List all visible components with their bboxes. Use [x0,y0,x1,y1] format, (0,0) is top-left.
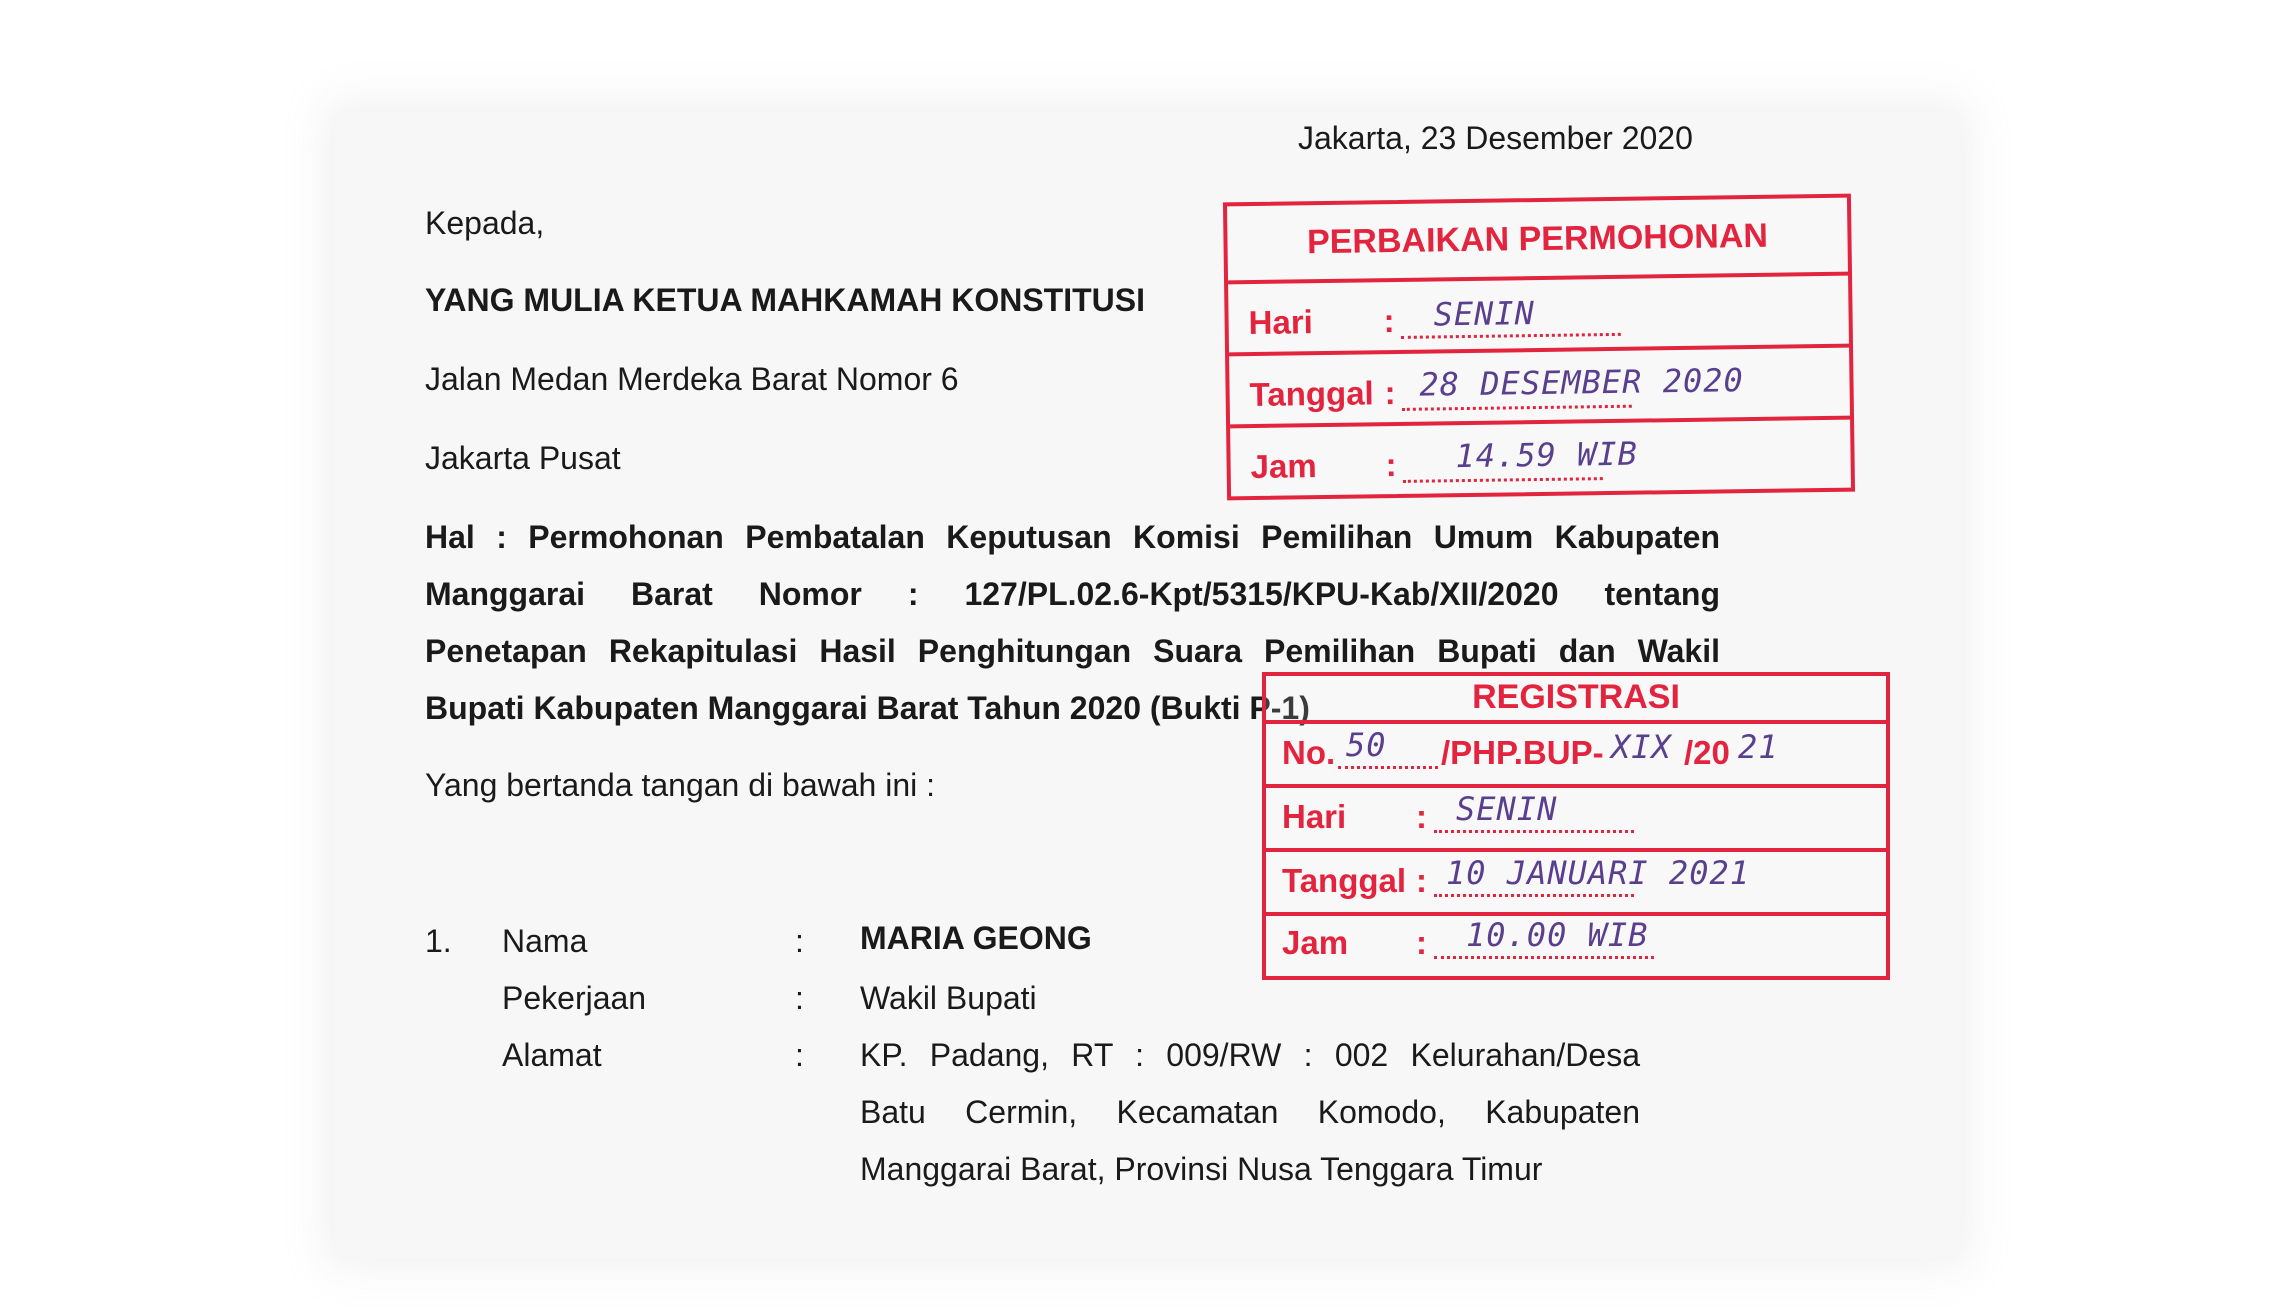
stamp-colon: : [1383,302,1395,340]
stamp-divider [1229,344,1849,357]
stamp-tanggal-label: Tanggal [1249,374,1374,414]
recipient: YANG MULIA KETUA MAHKAMAH KONSTITUSI [425,282,1145,318]
address-value-line-2: Batu Cermin, Kecamatan Komodo, Kabupaten [860,1094,1640,1130]
place-date: Jakarta, 23 Desember 2020 [1298,120,1693,156]
stamp-dotted-line [1402,405,1632,411]
stamp-colon: : [1416,924,1427,961]
stamp-dotted-line [1403,477,1603,483]
stamp-perbaikan-title: PERBAIKAN PERMOHONAN [1306,216,1769,262]
stamp-no-number: 50 [1346,726,1387,764]
address-value-line-3: Manggarai Barat, Provinsi Nusa Tenggara Timur [860,1151,1543,1187]
address-colon: : [795,1037,804,1073]
address-line-2: Jakarta Pusat [425,440,621,476]
stamp-dotted-line [1434,830,1634,833]
job-colon: : [795,980,804,1016]
stamp-tanggal-value: 28 DESEMBER 2020 [1419,361,1744,404]
stamp-jam-value: 10.00 WIB [1466,916,1649,954]
stamp-jam-label: Jam [1282,924,1349,961]
job-label: Pekerjaan [502,980,647,1016]
stamp-registrasi-title: REGISTRASI [1472,678,1680,716]
stamp-no-roman: XIX [1611,728,1672,766]
stamp-colon: : [1416,862,1427,899]
stamp-hari-value: SENIN [1433,294,1536,334]
stamp-divider [1228,272,1848,285]
stamp-hari-value: SENIN [1456,790,1558,828]
stamp-no-label: No. [1282,734,1336,771]
stamp-hari-label: Hari [1282,798,1347,835]
person-number: 1. [425,923,452,959]
job-value: Wakil Bupati [860,980,1037,1016]
stamp-divider [1230,416,1850,429]
name-label: Nama [502,923,588,959]
subject-line-2: Manggarai Barat Nomor : 127/PL.02.6-Kpt/5315/KPU-Kab/XII/2020 tentang [425,576,1720,612]
stamp-hari-label: Hari [1248,303,1314,342]
stamp-tanggal-label: Tanggal [1282,862,1407,899]
subject-line-4: Bupati Kabupaten Manggarai Barat Tahun 2020 (Bukti P-1) [425,690,1310,726]
address-value-line-1: KP. Padang, RT : 009/RW : 002 Kelurahan/Desa [860,1037,1640,1073]
name-value: MARIA GEONG [860,920,1092,956]
stamp-dotted-line [1434,894,1634,897]
stamp-registrasi [1262,672,1890,980]
intro-text: Yang bertanda tangan di bawah ini : [425,767,936,803]
stamp-colon: : [1385,446,1397,484]
stamp-jam-value: 14.59 WIB [1455,434,1639,476]
stamp-divider [1266,784,1886,788]
greeting: Kepada, [425,205,545,241]
stamp-perbaikan-permohonan [1223,194,1855,501]
stamp-dotted-line [1338,766,1438,769]
address-line-1: Jalan Medan Merdeka Barat Nomor 6 [425,361,959,397]
address-label: Alamat [502,1037,602,1073]
stamp-colon: : [1384,374,1396,412]
stamp-no-year-end: 21 [1738,728,1779,766]
subject-line-1: Hal : Permohonan Pembatalan Keputusan Komisi Pemilihan Umum Kabupaten [425,519,1720,555]
stamp-tanggal-value: 10 JANUARI 2021 [1446,854,1750,892]
stamp-no-code-2: /20 [1684,734,1730,771]
name-colon: : [795,923,804,959]
stamp-divider [1266,720,1886,724]
stamp-no-code-1: /PHP.BUP- [1441,734,1604,771]
subject-line-3: Penetapan Rekapitulasi Hasil Penghitungan Suara Pemilihan Bupati dan Wakil [425,633,1720,669]
stamp-divider [1266,848,1886,852]
stamp-colon: : [1416,798,1427,835]
stamp-dotted-line [1434,956,1654,959]
stamp-dotted-line [1401,333,1621,339]
stamp-jam-label: Jam [1250,447,1317,486]
